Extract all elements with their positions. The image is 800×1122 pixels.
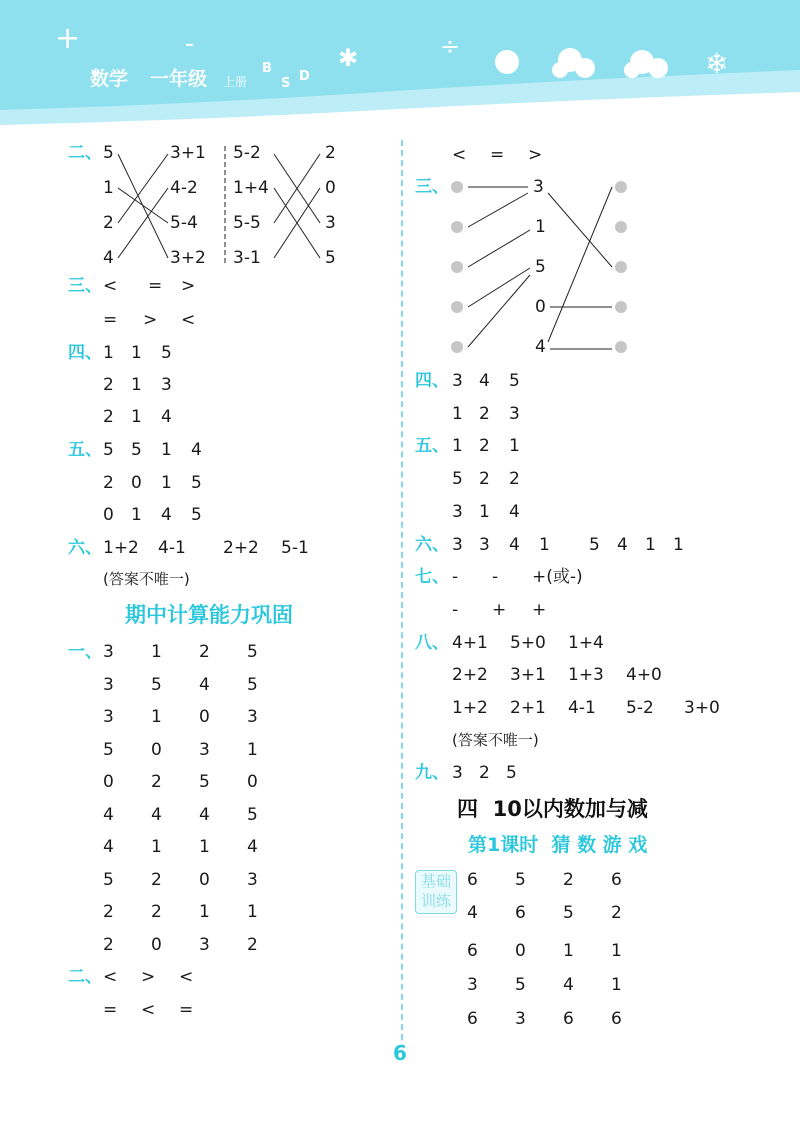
match-num: 4 bbox=[535, 337, 546, 357]
answer-row: 3 1 4 bbox=[452, 502, 520, 522]
badge-s: S bbox=[281, 76, 291, 91]
answer-row: 五、5 5 1 4 bbox=[68, 440, 202, 460]
answer-row: 一、3 1 2 5 bbox=[68, 642, 258, 662]
q3-label: 三、 bbox=[415, 177, 449, 197]
answer-row: 4 4 4 5 bbox=[103, 805, 258, 825]
answer-row: 3 1 0 3 bbox=[103, 707, 258, 727]
match-d: 0 bbox=[325, 178, 336, 198]
chapter-title: 四 10以内数加与减 bbox=[457, 797, 648, 821]
answer-row: 6 3 6 6 bbox=[467, 1009, 622, 1029]
answer-row: 5 2 2 bbox=[452, 469, 520, 489]
divide-icon: ÷ bbox=[440, 32, 461, 60]
answer-note: (答案不唯一) bbox=[103, 570, 190, 588]
matching-lines bbox=[0, 0, 800, 400]
match-c: 1+4 bbox=[233, 178, 269, 198]
match-b: 4-2 bbox=[170, 178, 198, 198]
answer-row: 六、 3 3 4 1 5 4 1 1 bbox=[415, 535, 684, 555]
match-a: 5 bbox=[103, 143, 114, 163]
plus-icon: + bbox=[55, 21, 81, 56]
match-d: 2 bbox=[325, 143, 336, 163]
answer-row: 四、1 1 5 bbox=[68, 343, 172, 363]
answer-row: 3 5 4 1 bbox=[467, 975, 622, 995]
term-label: 上册 bbox=[223, 75, 248, 89]
match-c: 5-5 bbox=[233, 213, 261, 233]
answer-row: 4 6 5 2 bbox=[467, 903, 622, 923]
answer-row: 6 0 1 1 bbox=[467, 941, 622, 961]
match-a: 2 bbox=[103, 213, 114, 233]
answer-row: 2 1 4 bbox=[103, 407, 172, 427]
answer-row: 5 2 0 3 bbox=[103, 870, 258, 890]
answer-row: 2 0 3 2 bbox=[103, 935, 258, 955]
basic-training-badge: 基础 训练 bbox=[415, 870, 457, 914]
answer-row: 5 0 3 1 bbox=[103, 740, 258, 760]
q2-label: 二、 bbox=[68, 143, 102, 163]
answer-row: 3 5 4 5 bbox=[103, 675, 258, 695]
match-b: 5-4 bbox=[170, 213, 198, 233]
grade-label: 一年级 bbox=[150, 68, 208, 90]
lesson-title: 第1课时 猜 数 游 戏 bbox=[468, 834, 648, 856]
answer-row: 五、 1 2 1 bbox=[415, 436, 520, 456]
answer-note: (答案不唯一) bbox=[452, 731, 539, 749]
answer-row: < = > bbox=[452, 145, 543, 165]
match-d: 3 bbox=[325, 213, 336, 233]
page-number: 6 bbox=[393, 1041, 407, 1065]
answer-row: 1+2 2+1 4-1 5-2 3+0 bbox=[452, 698, 720, 718]
snowflake-icon: ❄ bbox=[705, 47, 729, 80]
multiply-icon: ✱ bbox=[338, 44, 359, 72]
answer-row: 0 2 5 0 bbox=[103, 772, 258, 792]
answer-row: 2 2 1 1 bbox=[103, 902, 258, 922]
answer-row: 2 1 3 bbox=[103, 375, 172, 395]
answer-row: 二、< > < bbox=[68, 967, 194, 987]
answer-row: 2 0 1 5 bbox=[103, 473, 202, 493]
answer-row: 八、 4+1 5+0 1+4 bbox=[415, 633, 604, 653]
match-num: 1 bbox=[535, 217, 546, 237]
subject-label: 数学 bbox=[90, 68, 129, 90]
match-d: 5 bbox=[325, 248, 336, 268]
answer-row: 6 5 2 6 bbox=[467, 870, 622, 890]
match-b: 3+2 bbox=[170, 248, 206, 268]
match-num: 3 bbox=[533, 177, 544, 197]
match-a: 4 bbox=[103, 248, 114, 268]
section-title: 期中计算能力巩固 bbox=[125, 603, 293, 627]
badge-d: D bbox=[299, 69, 310, 84]
answer-row: 2+2 3+1 1+3 4+0 bbox=[452, 665, 662, 685]
answer-row: 六、1+2 4-1 2+2 5-1 bbox=[68, 538, 309, 558]
answer-row: = > < bbox=[103, 310, 196, 330]
answer-row: 四、 3 4 5 bbox=[415, 371, 520, 391]
answer-row: - + + bbox=[452, 600, 547, 620]
match-a: 1 bbox=[103, 178, 114, 198]
badge-b: B bbox=[262, 61, 272, 76]
match-num: 5 bbox=[535, 257, 546, 277]
match-c: 5-2 bbox=[233, 143, 261, 163]
answer-row: 三、< = > bbox=[68, 276, 196, 296]
answer-row: 九、 3 2 5 bbox=[415, 763, 517, 783]
answer-row: 七、 - - +(或-) bbox=[415, 567, 583, 587]
match-num: 0 bbox=[535, 297, 546, 317]
answer-row: 4 1 1 4 bbox=[103, 837, 258, 857]
match-b: 3+1 bbox=[170, 143, 206, 163]
answer-row: 0 1 4 5 bbox=[103, 505, 202, 525]
match-c: 3-1 bbox=[233, 248, 261, 268]
minus-icon: - bbox=[185, 29, 195, 59]
answer-row: 1 2 3 bbox=[452, 404, 520, 424]
answer-row: = < = bbox=[103, 1000, 194, 1020]
